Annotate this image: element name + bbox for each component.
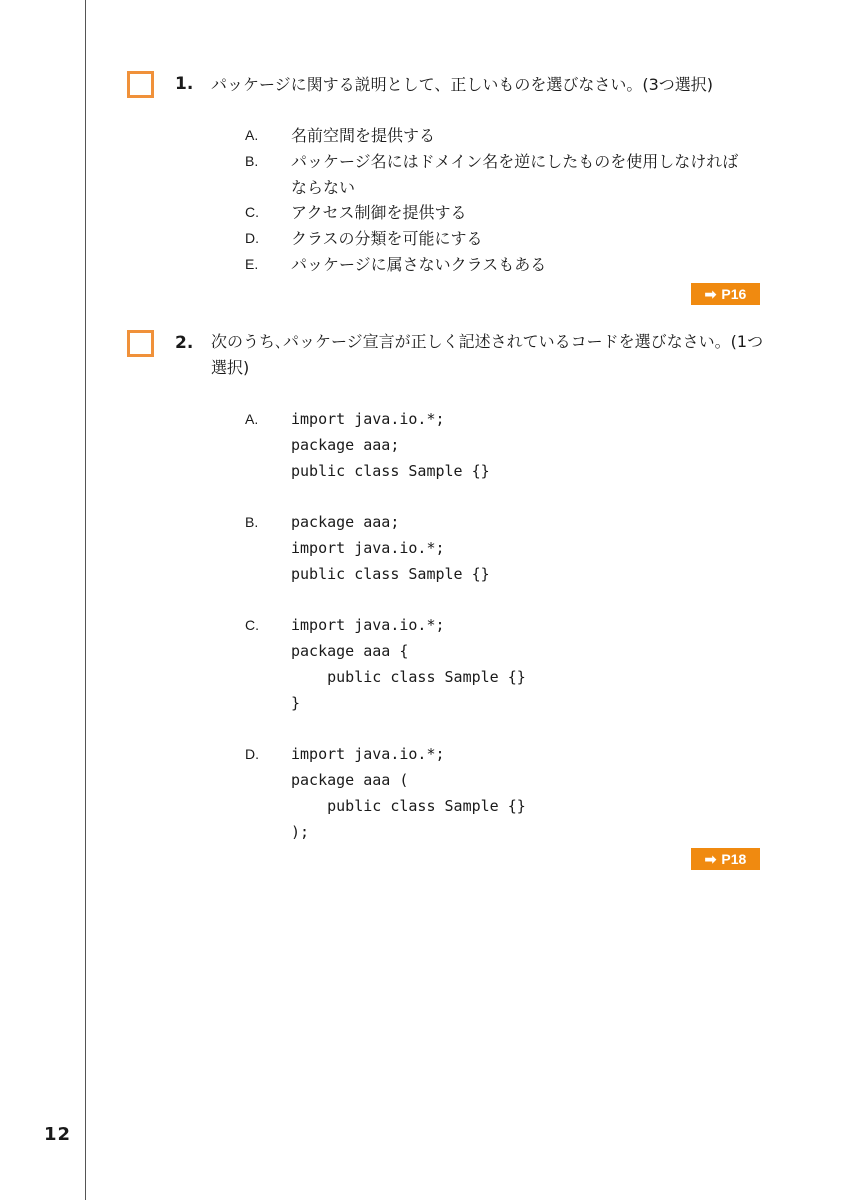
option-code: import java.io.*; package aaa ( public class Sample {} ); xyxy=(291,745,526,841)
page-reference-label: P16 xyxy=(721,286,747,302)
page-number: 12 xyxy=(44,1124,72,1145)
option-a xyxy=(245,123,761,149)
option-code: package aaa; import java.io.*; public class Sample {} xyxy=(291,513,490,583)
option-e xyxy=(245,252,761,278)
option-text: パッケージに属さないクラスもある xyxy=(291,254,547,274)
option-letter: A. xyxy=(245,127,259,143)
option-b xyxy=(245,149,761,201)
option-c xyxy=(245,613,526,716)
option-letter: C. xyxy=(245,204,259,221)
question-text: 次のうち､パッケージ宣言が正しく記述されているコードを選びなさい。(1つ選択) xyxy=(211,332,764,377)
option-letter: E. xyxy=(245,255,259,272)
answer-checkbox[interactable] xyxy=(127,330,154,357)
option-letter: A. xyxy=(245,411,259,427)
option-text: パッケージ名にはドメイン名を逆にしたものを使用しなければならない xyxy=(291,151,739,197)
arrow-right-icon: ➡ xyxy=(704,850,717,867)
option-b xyxy=(245,510,526,587)
margin-rule xyxy=(85,0,86,1200)
option-code: import java.io.*; package aaa { public class Sample {} } xyxy=(291,616,526,712)
question-number: 2. xyxy=(175,333,194,353)
option-text: クラスの分類を可能にする xyxy=(291,229,483,249)
option-text: アクセス制御を提供する xyxy=(291,203,467,223)
option-d xyxy=(245,226,761,252)
option-c xyxy=(245,200,761,226)
option-letter: D. xyxy=(245,746,259,763)
page-reference-badge[interactable] xyxy=(691,283,760,305)
option-list xyxy=(245,407,526,846)
page-reference-badge[interactable] xyxy=(691,848,760,870)
answer-checkbox[interactable] xyxy=(127,71,154,98)
option-letter: D. xyxy=(245,230,259,247)
option-letter: B. xyxy=(245,152,259,169)
option-code: import java.io.*; package aaa; public class Sample {} xyxy=(291,410,490,480)
page-reference-label: P18 xyxy=(721,851,747,867)
option-letter: B. xyxy=(245,514,259,531)
option-text: 名前空間を提供する xyxy=(291,126,436,145)
arrow-right-icon: ➡ xyxy=(704,285,717,302)
option-d xyxy=(245,742,526,845)
option-list xyxy=(245,123,761,278)
option-letter: C. xyxy=(245,617,259,634)
option-a xyxy=(245,407,526,484)
question-number: 1. xyxy=(175,74,194,94)
question-text: パッケージに関する説明として、正しいものを選びなさい。(3つ選択) xyxy=(211,75,714,94)
